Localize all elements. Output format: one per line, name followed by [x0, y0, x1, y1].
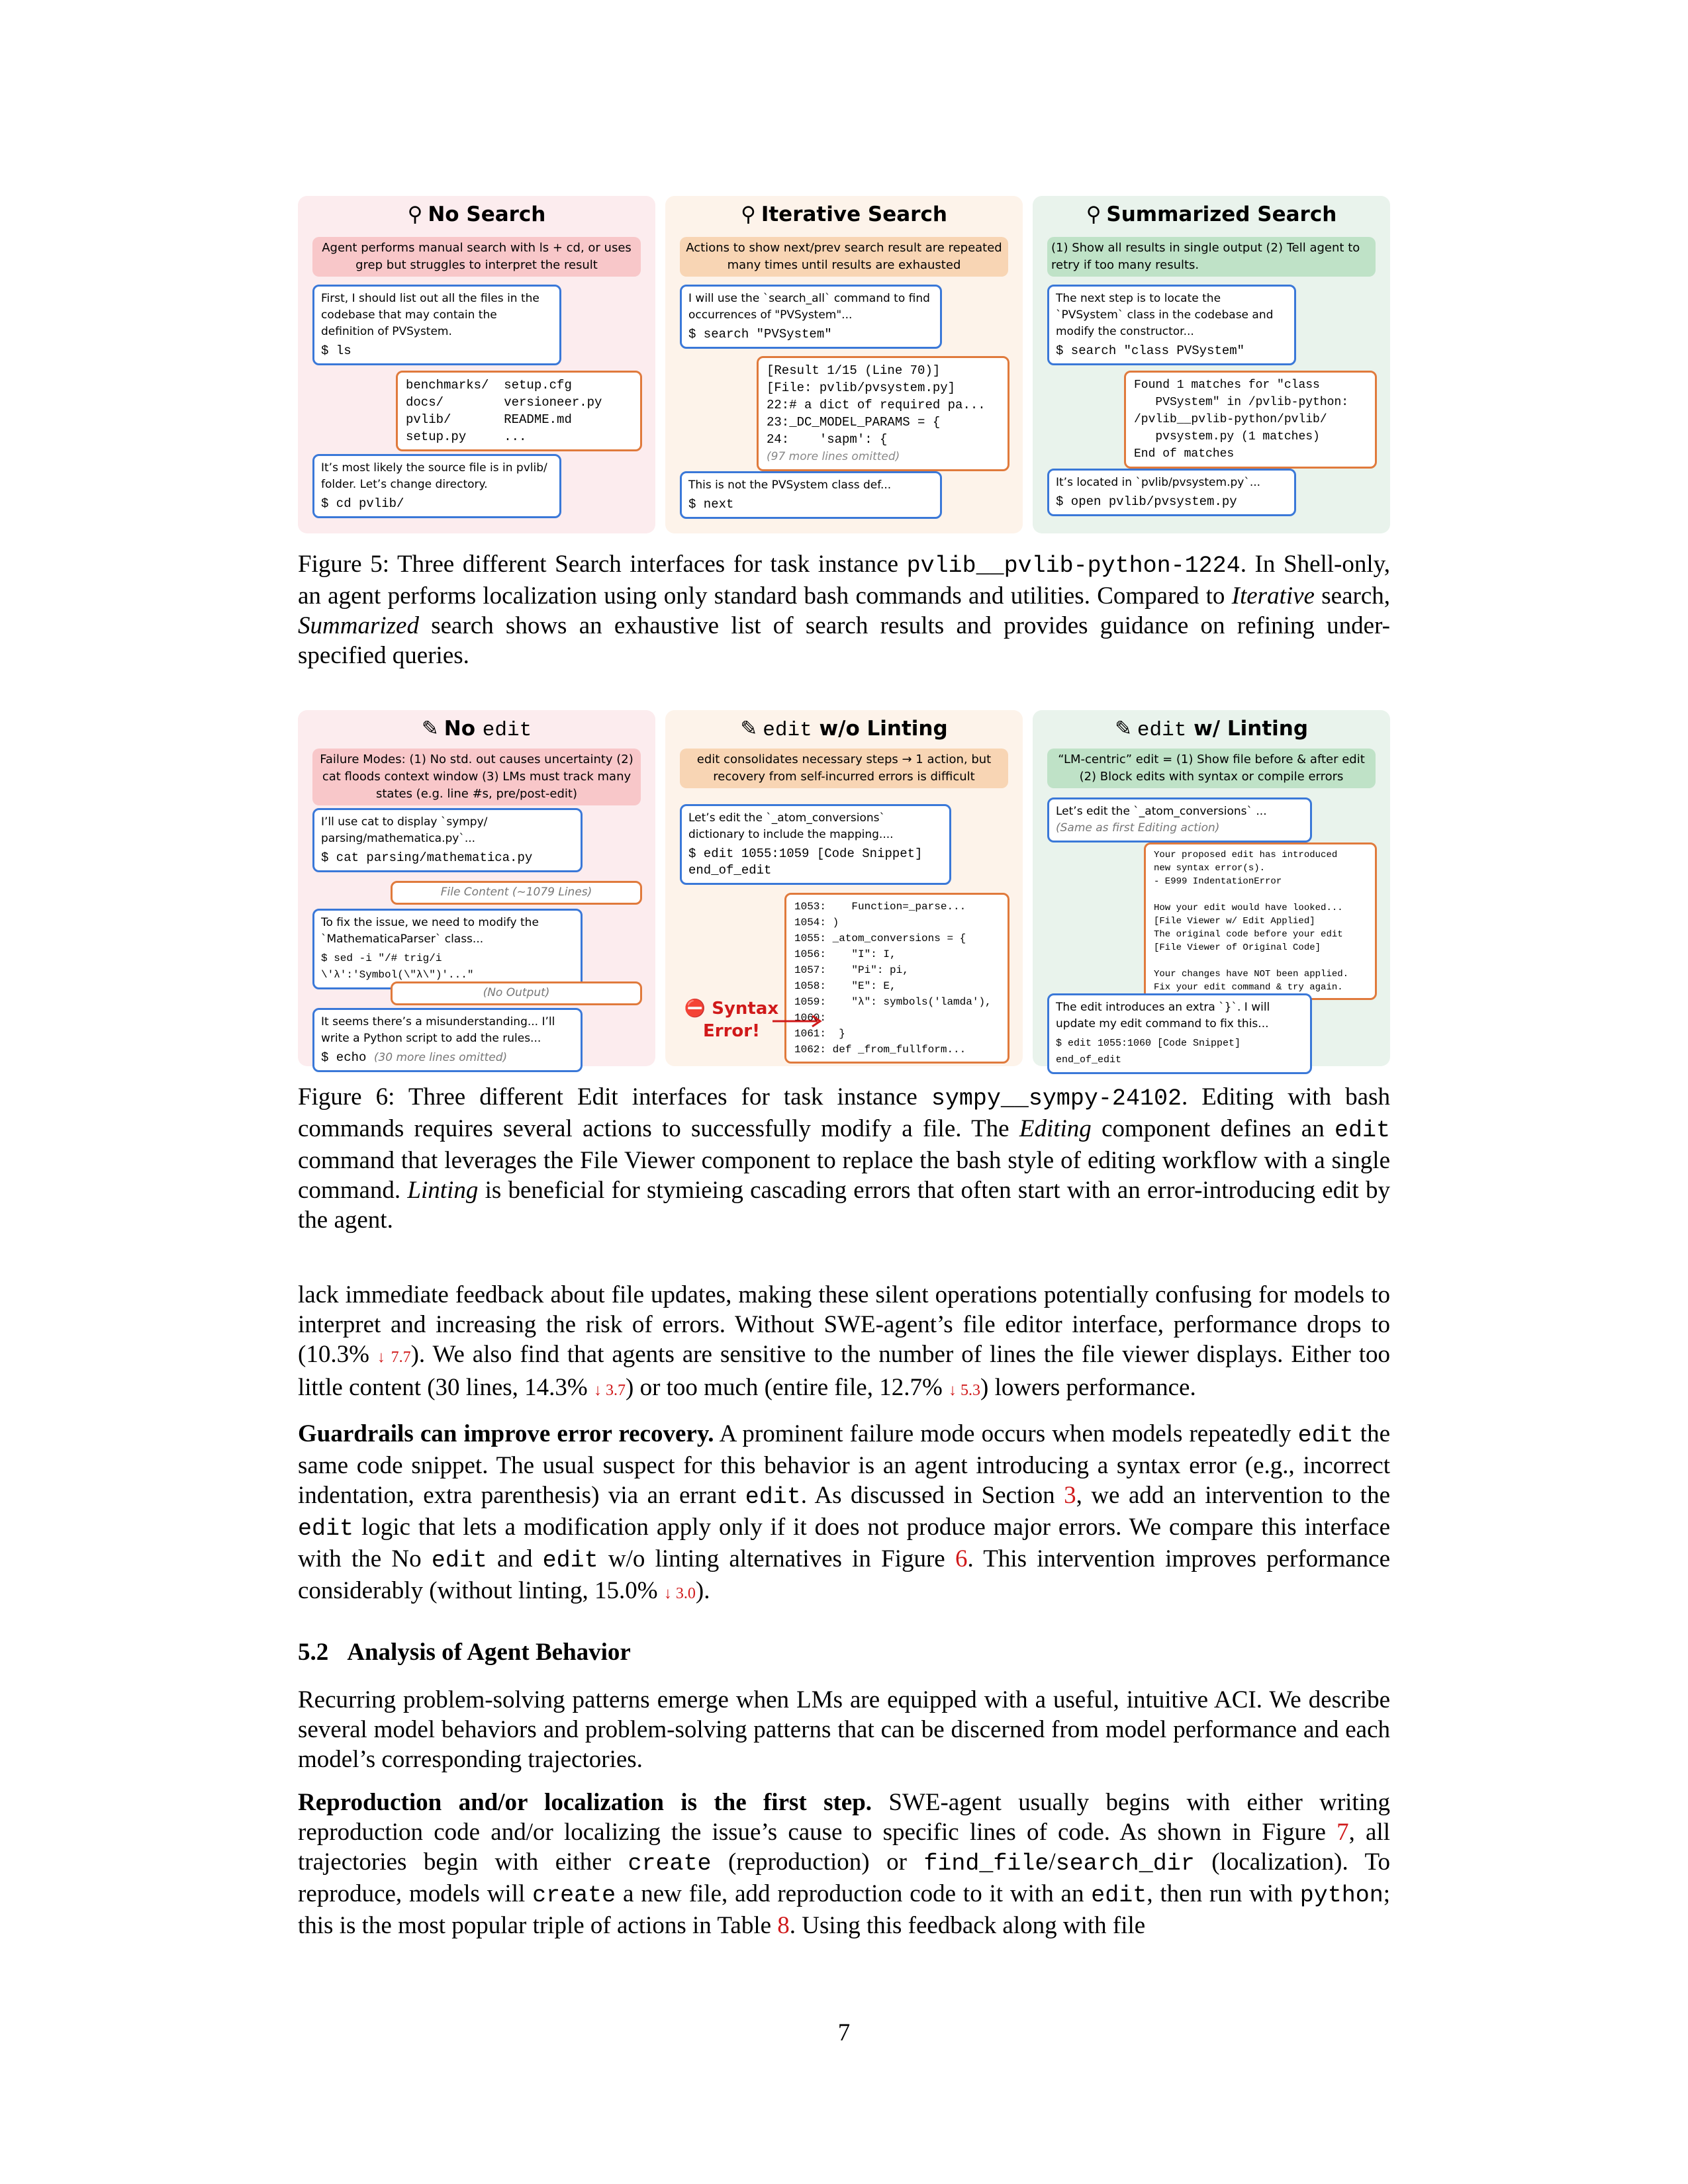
output-placeholder: (No Output): [391, 981, 642, 1005]
agent-bubble: [312, 285, 561, 365]
bubble-note: (Same as first Editing action): [1056, 821, 1220, 835]
figure-5: [298, 196, 1390, 533]
command-output: benchmarks/ setup.cfg docs/ versioneer.py pvlib/ README.md setup.py ...: [396, 371, 642, 451]
output-omitted: (97 more lines omitted): [767, 450, 900, 463]
text: (localization). To reproduce, models will: [298, 1848, 1391, 1907]
output-placeholder: File Content (~1079 Lines): [391, 881, 642, 905]
inline-code: edit: [1091, 1882, 1147, 1909]
text: the same code snippet. The usual suspect for this behavior is an agent introducing a syntax error (e.g., incorrect indentation, extra parenthesis) via an errant: [298, 1420, 1390, 1509]
inline-code: create: [532, 1882, 616, 1909]
paragraph-heading: Reproduction and/or localization is the first step.: [298, 1789, 872, 1816]
command-output: [757, 356, 1009, 471]
figure-link[interactable]: 6: [955, 1545, 968, 1572]
section-title: Analysis of Agent Behavior: [347, 1639, 631, 1666]
bubble-text: To fix the issue, we need to modify the `MathematicaParser` class...: [321, 916, 539, 946]
table-link[interactable]: 8: [777, 1912, 790, 1939]
caption-italic: Iterative: [1231, 582, 1315, 610]
inline-code: python: [1299, 1882, 1383, 1909]
pencil-icon: ✎: [740, 717, 758, 741]
inline-code: find_file: [923, 1850, 1049, 1877]
caption-text: is beneficial for stymieing cascading errors that often start with an error-introducing edit by the agent.: [298, 1177, 1390, 1234]
panel-title-text: No Search: [428, 203, 546, 226]
caption-text: command that leverages the File Viewer component to replace the bash style of editing workflow with a single command.: [298, 1147, 1390, 1204]
text: , then run with: [1147, 1880, 1293, 1907]
pencil-icon: ✎: [421, 717, 439, 741]
bubble-command: $ edit 1055:1059 [Code Snippet] end_of_edit: [688, 846, 923, 878]
text: lack immediate feedback about file updates, making these silent operations potentially confusing for models to interpret and increasing the risk of errors. Without SWE-agent’s file editor interface, performance drops to (10.3%: [298, 1281, 1390, 1368]
panel-title-code: edit: [763, 719, 812, 742]
panel-iterative-search: [665, 196, 1023, 533]
text: SWE-agent usually begins with either writing reproduction code and/or localizing the issue’s cause to specific lines of code. As shown in Figure: [298, 1789, 1391, 1846]
text: ).: [695, 1577, 710, 1604]
figure-6-caption: [298, 1082, 1390, 1235]
caption-code: pvlib__pvlib-python-1224: [906, 553, 1241, 579]
body-text: [298, 1280, 1390, 1940]
agent-bubble: [1047, 469, 1296, 516]
caption-text: Three different Edit interfaces for task instance: [408, 1083, 917, 1111]
panel-title-code: edit: [482, 719, 532, 742]
bubble-command: $ edit 1055:1060 [Code Snippet] end_of_edit: [1056, 1038, 1241, 1066]
text: , we add an intervention to the: [1076, 1482, 1390, 1509]
bubble-command: $ ls: [321, 343, 352, 358]
inline-code: edit: [542, 1547, 598, 1574]
bubble-text: Let’s edit the `_atom_conversions` ...: [1056, 805, 1267, 818]
panel-title-text: Summarized Search: [1106, 203, 1337, 226]
bubble-command: $ cd pvlib/: [321, 496, 404, 511]
paragraph: Recurring problem-solving patterns emerge when LMs are equipped with a useful, intuitive ACI. We describe several model behaviors and problem-solving patterns that can be discerned from model performance and each model’s corresponding trajectories.: [298, 1686, 1390, 1773]
caption-italic: Summarized: [298, 612, 419, 639]
text: and: [497, 1545, 533, 1572]
bubble-text: Let’s edit the `_atom_conversions` dictionary to include the mapping....: [688, 811, 894, 841]
agent-bubble: [1047, 797, 1312, 842]
text: logic that lets a modification apply only if it does not produce major errors. We compare this interface with the No: [298, 1514, 1391, 1572]
panel-title-text: w/o Linting: [819, 717, 948, 741]
caption-code: edit: [1334, 1117, 1390, 1144]
caption-label: Figure 6:: [298, 1083, 395, 1111]
text: A prominent failure mode occurs when models repeatedly: [719, 1420, 1291, 1447]
bubble-text: It’s most likely the source file is in pvlib/ folder. Let’s change directory.: [321, 461, 547, 491]
panel-note: Agent performs manual search with ls + cd, or uses grep but struggles to interpret the result: [312, 237, 641, 277]
paragraph: [298, 1419, 1390, 1609]
file-viewer-output: 1053: Function=_parse... 1054: ) 1055: _atom_conversions = { 1056: "I": I, 1057: "Pi": pi, 1058: "E": E, 1059: "λ": symbols('lamda'), 1060: 1061: } 1062: def _from_fullform...: [784, 893, 1009, 1064]
text: (reproduction) or: [727, 1848, 907, 1876]
linter-output: Your proposed edit has introduced new syntax error(s). - E999 IndentationError How your edit would have looked... [File Viewer w/ Edit Applied] The original code before your edit [File Viewer of Original Code] Your changes have NOT been applied. Fix your edit command & try again.: [1144, 842, 1377, 1000]
bubble-command: $ open pvlib/pvsystem.py: [1056, 494, 1237, 509]
bubble-text: The next step is to locate the `PVSystem` class in the codebase and modify the constructor...: [1056, 292, 1274, 338]
panel-edit-without-linting: [665, 710, 1023, 1066]
text: ; this is the most popular triple of actions in Table: [298, 1880, 1391, 1939]
bubble-command: $ search "class PVSystem": [1056, 343, 1245, 358]
caption-italic: Editing: [1019, 1115, 1092, 1142]
panel-title: [298, 203, 655, 226]
bubble-text: It’s located in `pvlib/pvsystem.py`...: [1056, 476, 1261, 489]
paragraph: [298, 1280, 1390, 1406]
panel-title-code: edit: [1137, 719, 1187, 742]
text: . Using this feedback along with file: [789, 1912, 1146, 1939]
bubble-command: [321, 1050, 574, 1066]
paragraph-heading: Guardrails can improve error recovery.: [298, 1420, 714, 1447]
text: ) lowers performance.: [980, 1374, 1196, 1401]
panel-note: “LM-centric” edit = (1) Show file before & after edit (2) Block edits with syntax or compile errors: [1047, 749, 1376, 788]
command-omitted: (30 more lines omitted): [373, 1051, 508, 1064]
text: . As discussed in Section: [800, 1482, 1055, 1509]
caption-text: Three different Search interfaces for task instance: [397, 551, 898, 578]
section-heading: [298, 1638, 1390, 1666]
panel-title: [665, 717, 1023, 742]
section-link[interactable]: 3: [1064, 1482, 1076, 1509]
bubble-command: $ next: [688, 497, 734, 512]
panel-title-text: No: [444, 717, 475, 741]
panel-title: [298, 717, 655, 742]
panel-note: Failure Modes: (1) No std. out causes uncertainty (2) cat floods context window (3) LMs must track many states (e.g. line #s, pre/post-edit): [312, 749, 641, 805]
inline-code: create: [628, 1850, 712, 1877]
panel-note: edit consolidates necessary steps → 1 action, but recovery from self-incurred errors is difficult: [680, 749, 1008, 788]
agent-bubble: [1047, 285, 1296, 365]
paragraph: [298, 1788, 1390, 1940]
caption-code: sympy__sympy-24102: [931, 1085, 1182, 1112]
agent-bubble: [312, 454, 561, 518]
text: a new file, add reproduction code to it with an: [622, 1880, 1084, 1907]
agent-bubble: [680, 804, 951, 885]
bubble-command: $ search "PVSystem": [688, 327, 832, 341]
text: . This intervention improves performance considerably (without linting, 15.0%: [298, 1545, 1391, 1604]
panel-note: (1) Show all results in single output (2) Tell agent to retry if too many results.: [1047, 237, 1376, 277]
inline-code: edit: [298, 1516, 354, 1542]
panel-title: [665, 203, 1023, 226]
text: ) or too much (entire file, 12.7%: [626, 1374, 943, 1401]
bubble-command: $ cat parsing/mathematica.py: [321, 850, 533, 865]
bubble-command: $ sed -i "/# trig/i \'λ':'Symbol(\"λ\")'...": [321, 952, 474, 981]
agent-bubble: [680, 471, 942, 519]
text: , all trajectories begin with either: [298, 1819, 1391, 1876]
inline-code: edit: [431, 1547, 487, 1574]
pencil-icon: ✎: [1114, 717, 1132, 741]
panel-title-text: w/ Linting: [1194, 717, 1309, 741]
panel-title: [1033, 203, 1390, 226]
caption-text: search shows an exhaustive list of search results and provides guidance on refining under-specified queries.: [298, 612, 1390, 669]
panel-title-text: Iterative Search: [761, 203, 947, 226]
search-icon: ⚲: [1086, 203, 1102, 226]
agent-bubble: [312, 808, 583, 872]
panel-title: [1033, 717, 1390, 742]
drop-value: ↓ 3.0: [663, 1585, 696, 1602]
inline-code: edit: [745, 1484, 801, 1510]
bubble-text: The edit introduces an extra `}`. I will update my edit command to fix this...: [1056, 1001, 1270, 1030]
bubble-text: First, I should list out all the files in the codebase that may contain the definition of PVSystem.: [321, 292, 539, 338]
page-number: 7: [837, 2019, 851, 2046]
caption-text: component defines an: [1102, 1115, 1325, 1142]
error-arrow-icon: [771, 1008, 831, 1048]
syntax-error-label: ⛔ Syntax Error!: [684, 999, 779, 1041]
inline-code: edit: [1297, 1422, 1354, 1449]
panel-summarized-search: [1033, 196, 1390, 533]
figure-5-caption: [298, 549, 1390, 670]
text: /: [1049, 1848, 1056, 1876]
section-number: 5.2: [298, 1639, 329, 1666]
panel-no-search: [298, 196, 655, 533]
panel-edit-with-linting: [1033, 710, 1390, 1066]
bubble-text: I’ll use cat to display `sympy/ parsing/mathematica.py`...: [321, 815, 488, 845]
drop-value: ↓ 7.7: [377, 1349, 411, 1366]
agent-bubble: [312, 909, 583, 989]
search-icon: ⚲: [407, 203, 423, 226]
figure-6: [298, 710, 1390, 1066]
text: ). We also find that agents are sensitive to the number of lines the file viewer displays. Either too little content (30 lines, 14.3%: [298, 1341, 1391, 1401]
bubble-text: I will use the `search_all` command to find occurrences of "PVSystem"...: [688, 292, 930, 322]
caption-text: search,: [1321, 582, 1390, 610]
command-text: $ echo: [321, 1050, 367, 1065]
drop-value: ↓ 5.3: [949, 1382, 981, 1399]
panel-no-edit: [298, 710, 655, 1066]
agent-bubble: [1047, 993, 1312, 1074]
figure-link[interactable]: 7: [1336, 1819, 1349, 1846]
bubble-text: This is not the PVSystem class def...: [688, 478, 892, 492]
bubble-text: It seems there’s a misunderstanding... I’ll write a Python script to add the rules...: [321, 1015, 555, 1045]
caption-text: . Editing with bash commands requires several actions to successfully modify a file. The: [298, 1083, 1390, 1142]
page-content: [298, 196, 1390, 1954]
text: w/o linting alternatives in Figure: [608, 1545, 945, 1572]
caption-text: . In Shell-only, an agent performs localization using only standard bash commands and utilities. Compared to: [298, 551, 1390, 610]
agent-bubble: [680, 285, 942, 349]
inline-code: search_dir: [1055, 1850, 1195, 1877]
caption-italic: Linting: [407, 1177, 479, 1204]
output-text: [Result 1/15 (Line 70)] [File: pvlib/pvsystem.py] 22:# a dict of required pa... 23:_DC_MODEL_PARAMS = { 24: 'sapm': {: [767, 363, 986, 447]
caption-label: Figure 5:: [298, 551, 389, 578]
drop-value: ↓ 3.7: [594, 1382, 626, 1399]
agent-bubble: [312, 1008, 583, 1072]
search-icon: ⚲: [741, 203, 756, 226]
command-output: Found 1 matches for "class PVSystem" in /pvlib-python: /pvlib__pvlib-python/pvlib/ pvsystem.py (1 matches) End of matches: [1124, 371, 1377, 469]
panel-note: Actions to show next/prev search result are repeated many times until results are exhausted: [680, 237, 1008, 277]
